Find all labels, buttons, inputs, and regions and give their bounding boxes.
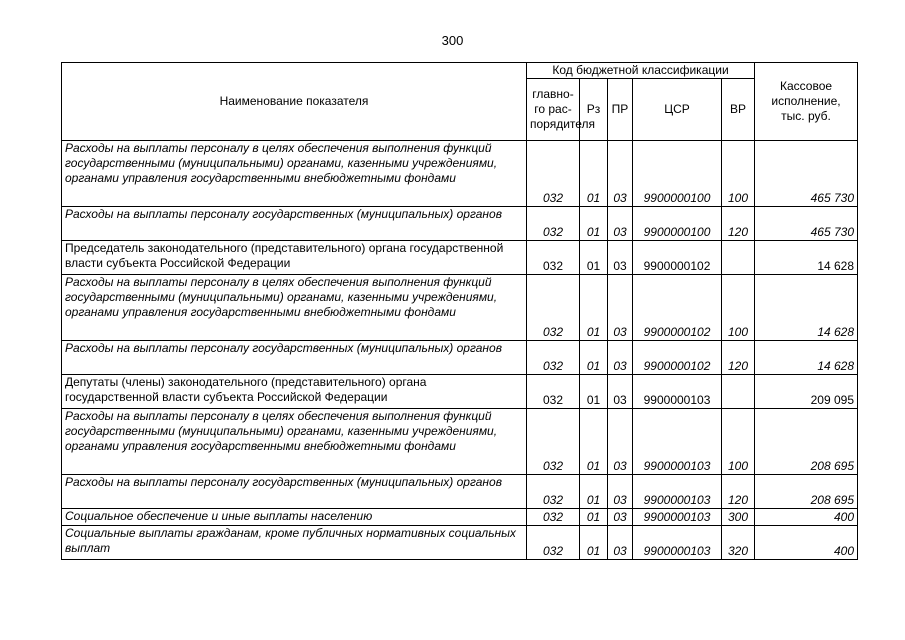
row-vr: 320 xyxy=(722,526,755,560)
row-vr: 100 xyxy=(722,141,755,207)
header-code-group: Код бюджетной классификации xyxy=(527,63,755,79)
header-pr: ПР xyxy=(608,79,633,141)
row-glavn: 032 xyxy=(527,341,580,375)
row-amount: 14 628 xyxy=(755,341,858,375)
row-pr: 03 xyxy=(608,275,633,341)
table-row xyxy=(62,241,858,275)
row-amount: 208 695 xyxy=(755,475,858,509)
row-csr: 9900000103 xyxy=(633,375,722,409)
table-row xyxy=(62,141,858,207)
table-row xyxy=(62,207,858,241)
row-name: Расходы на выплаты персоналу в целях обеспечения выполнения функций государственными (муниципальными) органами, казенными учреждениями, органами управления государственными внебюджетными фондами xyxy=(62,141,527,207)
row-pr: 03 xyxy=(608,207,633,241)
row-glavn: 032 xyxy=(527,375,580,409)
row-rz: 01 xyxy=(580,409,608,475)
header-csr: ЦСР xyxy=(633,79,722,141)
row-csr: 9900000103 xyxy=(633,409,722,475)
table-body xyxy=(62,141,858,560)
row-csr: 9900000102 xyxy=(633,341,722,375)
row-vr: 100 xyxy=(722,275,755,341)
table-row xyxy=(62,275,858,341)
table-row xyxy=(62,526,858,560)
row-amount: 14 628 xyxy=(755,275,858,341)
row-amount: 14 628 xyxy=(755,241,858,275)
row-glavn: 032 xyxy=(527,475,580,509)
row-glavn: 032 xyxy=(527,509,580,526)
row-rz: 01 xyxy=(580,207,608,241)
row-pr: 03 xyxy=(608,375,633,409)
table-row xyxy=(62,509,858,526)
row-name: Председатель законодательного (представительного) органа государственной власти субъекта Российской Федерации xyxy=(62,241,527,275)
row-csr: 9900000100 xyxy=(633,207,722,241)
page-number: 300 xyxy=(441,33,464,48)
row-vr xyxy=(722,241,755,275)
row-glavn: 032 xyxy=(527,207,580,241)
row-csr: 9900000102 xyxy=(633,275,722,341)
row-amount: 400 xyxy=(755,509,858,526)
header-vr: ВР xyxy=(722,79,755,141)
table-row xyxy=(62,341,858,375)
row-pr: 03 xyxy=(608,341,633,375)
row-glavn: 032 xyxy=(527,275,580,341)
budget-table xyxy=(61,62,858,560)
row-name: Расходы на выплаты персоналу в целях обеспечения выполнения функций государственными (муниципальными) органами, казенными учреждениями, органами управления государственными внебюджетными фондами xyxy=(62,275,527,341)
row-vr: 120 xyxy=(722,207,755,241)
header-amount: Кассовое исполнение, тыс. руб. xyxy=(755,63,858,141)
row-glavn: 032 xyxy=(527,409,580,475)
row-amount: 208 695 xyxy=(755,409,858,475)
row-pr: 03 xyxy=(608,526,633,560)
row-rz: 01 xyxy=(580,241,608,275)
row-name: Социальные выплаты гражданам, кроме публичных нормативных социальных выплат xyxy=(62,526,527,560)
row-pr: 03 xyxy=(608,241,633,275)
table-row xyxy=(62,375,858,409)
row-amount: 465 730 xyxy=(755,207,858,241)
row-csr: 9900000103 xyxy=(633,526,722,560)
row-csr: 9900000100 xyxy=(633,141,722,207)
row-vr: 300 xyxy=(722,509,755,526)
table-row xyxy=(62,409,858,475)
row-pr: 03 xyxy=(608,509,633,526)
row-amount: 400 xyxy=(755,526,858,560)
row-glavn: 032 xyxy=(527,241,580,275)
row-amount: 209 095 xyxy=(755,375,858,409)
row-name: Расходы на выплаты персоналу государственных (муниципальных) органов xyxy=(62,341,527,375)
row-pr: 03 xyxy=(608,475,633,509)
row-rz: 01 xyxy=(580,475,608,509)
row-vr: 120 xyxy=(722,475,755,509)
row-pr: 03 xyxy=(608,141,633,207)
row-csr: 9900000103 xyxy=(633,509,722,526)
header-glavn: главно-го рас-порядителя xyxy=(527,79,580,141)
row-rz: 01 xyxy=(580,341,608,375)
row-rz: 01 xyxy=(580,375,608,409)
row-rz: 01 xyxy=(580,141,608,207)
row-name: Социальное обеспечение и иные выплаты населению xyxy=(62,509,527,526)
row-name: Расходы на выплаты персоналу государственных (муниципальных) органов xyxy=(62,475,527,509)
row-name: Расходы на выплаты персоналу в целях обеспечения выполнения функций государственными (муниципальными) органами, казенными учреждениями, органами управления государственными внебюджетными фондами xyxy=(62,409,527,475)
row-vr: 120 xyxy=(722,341,755,375)
row-rz: 01 xyxy=(580,509,608,526)
row-name: Депутаты (члены) законодательного (представительного) органа государственной власти субъекта Российской Федерации xyxy=(62,375,527,409)
row-glavn: 032 xyxy=(527,141,580,207)
row-amount: 465 730 xyxy=(755,141,858,207)
row-csr: 9900000103 xyxy=(633,475,722,509)
row-name: Расходы на выплаты персоналу государственных (муниципальных) органов xyxy=(62,207,527,241)
table-header xyxy=(62,63,858,141)
table-row xyxy=(62,475,858,509)
row-glavn: 032 xyxy=(527,526,580,560)
row-rz: 01 xyxy=(580,526,608,560)
row-csr: 9900000102 xyxy=(633,241,722,275)
row-rz: 01 xyxy=(580,275,608,341)
row-vr xyxy=(722,375,755,409)
row-pr: 03 xyxy=(608,409,633,475)
row-vr: 100 xyxy=(722,409,755,475)
header-name: Наименование показателя xyxy=(62,63,527,141)
header-rz: Рз xyxy=(580,79,608,141)
